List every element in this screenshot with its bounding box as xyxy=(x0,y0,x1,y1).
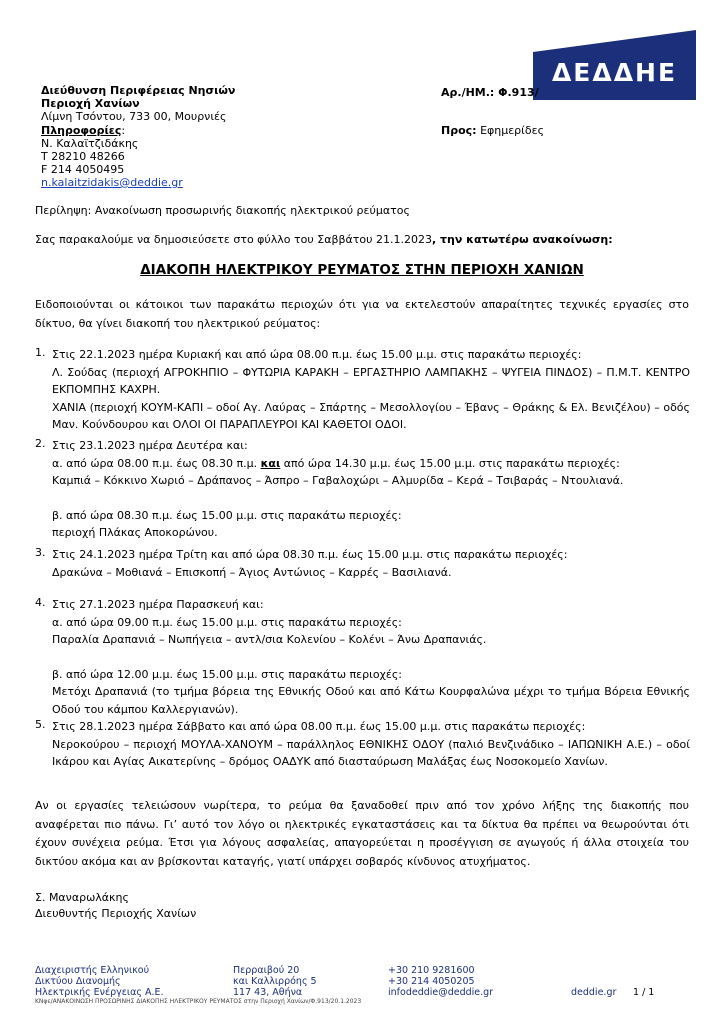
signature-name: Σ. Μαναρωλάκης xyxy=(35,891,129,904)
item-number: 5. xyxy=(35,718,46,731)
footer-company-line: Διαχειριστής Ελληνικού xyxy=(35,965,150,976)
item-2-b-areas: περιοχή Πλάκας Αποκορώνου. xyxy=(52,526,218,539)
announcement-title: ΔΙΑΚΟΠΗ ΗΛΕΚΤΡΙΚΟΥ ΡΕΥΜΑΤΟΣ ΣΤΗΝ ΠΕΡΙΟΧΗ ΧΑΝΙΩΝ xyxy=(140,262,584,278)
item-1 xyxy=(52,346,690,434)
footer-contacts xyxy=(388,965,493,998)
contact-name: Ν. Καλαϊτζιδάκης xyxy=(41,137,139,150)
item-3-heading: Στις 24.1.2023 ημέρα Τρίτη και από ώρα 08.30 π.μ. έως 15.00 μ.μ. στις παρακάτω περιοχές: xyxy=(52,548,568,561)
item-1-area-chania: ΧΑΝΙΑ (περιοχή ΚΟΥΜ-ΚΑΠΙ – οδοί Αγ. Λαύρας – Σπάρτης – Μεσολλογίου – Έβανς – Θράκης & Ελ. Βενιζέλου) – οδός Μαν. Κούνδουρου και ΟΛΟΙ ΟΙ ΠΑΡΑΠΛΕΥΡΟΙ ΚΑΙ ΚΑΘΕΤΟΙ ΟΔΟΙ. xyxy=(52,400,690,431)
sender-directorate: Διεύθυνση Περιφέρειας Νησιών xyxy=(41,84,236,97)
item-2-heading: Στις 23.1.2023 ημέρα Δευτέρα και: xyxy=(52,439,248,452)
recipient-value: Εφημερίδες xyxy=(480,124,545,137)
item-2-a-time-2: από ώρα 14.30 μ.μ. έως 15.00 μ.μ. στις παρακάτω περιοχές: xyxy=(283,456,620,470)
contact-fax: F 214 4050495 xyxy=(41,163,125,176)
item-1-area-soudas: Λ. Σούδας (περιοχή ΑΓΡΟΚΗΠΙΟ – ΦΥΤΩΡΙΑ ΚΑΡΑΚΗ – ΕΡΓΑΣΤΗΡΙΟ ΛΑΜΠΑΚΗΣ – ΨΥΓΕΙΑ ΠΙΝΔΟΣ) – Π.Μ.Τ. ΚΕΝΤΡΟ ΕΚΠΟΜΠΗΣ ΚΑΧΡΗ. xyxy=(52,365,690,396)
item-5-areas: Νεροκούρου – περιοχή ΜΟΥΛΑ-ΧΑΝΟΥΜ – παράλληλος ΕΘΝΙΚΗΣ ΟΔΟΥ (παλιό Βενζινάδικο – ΙΑΠΩΝΙΚΗ Α.Ε.) – οδοί Ικάρου και Αγίας Αικατερίνης – δρόμος ΟΑΔΥΚ από διασταύρωση Μαλάξας έως Νοσοκομείο Χανίων. xyxy=(52,737,690,768)
sender-area: Περιοχή Χανίων xyxy=(41,97,140,110)
request-text-end: , την κατωτέρω ανακοίνωση: xyxy=(431,233,613,246)
item-number: 1. xyxy=(35,346,46,359)
request-line xyxy=(35,233,613,246)
request-text: Σας παρακαλούμε να δημοσιεύσετε στο φύλλο του Σαββάτου 21.1.2023 xyxy=(35,233,432,246)
recipient xyxy=(441,124,544,137)
footer-address-line: και Καλλιρρόης 5 xyxy=(233,976,317,987)
footer-company-line: Ηλεκτρικής Ενέργειας Α.Ε. xyxy=(35,987,164,998)
reference-number: Αρ./ΗΜ.: Φ.913/ xyxy=(441,86,539,99)
item-3-areas: Δρακώνα – Μοθιανά – Επισκοπή – Άγιος Αντώνιος – Καρρές – Βασιλιανά. xyxy=(52,565,452,579)
page-number: 1 / 1 xyxy=(633,987,655,998)
contact-phone: Τ 28210 48266 xyxy=(41,150,125,163)
footer-fax: +30 214 4050205 xyxy=(388,976,475,987)
intro-paragraph: Ειδοποιούνται οι κάτοικοι των παρακάτω περιοχών ότι για να εκτελεστούν απαραίτητες τεχνικές εργασίες στο δίκτυο, θα γίνει διακοπή του ηλεκτρικού ρεύματος: xyxy=(35,298,689,330)
contact-email-link[interactable]: n.kalaitzidakis@deddie.gr xyxy=(41,176,183,189)
item-5 xyxy=(52,718,690,771)
footer-phone: +30 210 9281600 xyxy=(388,965,475,976)
footer-company-line: Δικτύου Διανομής xyxy=(35,976,121,987)
footer-address-line: 117 43, Αθήνα xyxy=(233,987,303,998)
item-number: 3. xyxy=(35,546,46,559)
item-2-b-heading: β. από ώρα 08.30 π.μ. έως 15.00 μ.μ. στις παρακάτω περιοχές: xyxy=(52,508,402,522)
item-2 xyxy=(52,437,690,542)
recipient-label: Προς: xyxy=(441,124,477,137)
info-colon: : xyxy=(121,124,126,137)
footer-address xyxy=(233,965,317,998)
deddie-logo xyxy=(533,30,696,100)
closing-paragraph: Αν οι εργασίες τελειώσουν νωρίτερα, το ρεύμα θα ξαναδοθεί πριν από τον χρόνο λήξης της διακοπής που αναφέρεται πιο πάνω. Γι’ αυτό τον λόγο οι ηλεκτρικές εγκαταστάσεις και τα δίκτυα θα πρέπει να θεωρούνται ότι έχουν συνέχεια ρεύμα. Έτσι για λόγους ασφαλείας, απαγορεύεται η προσέγγιση σε αγωγούς ή άλλα στοιχεία του δικτύου ακόμα και αν βρίσκονται καταγής, γιατί υπάρχει σοβαρός κίνδυνος ατυχήματος. xyxy=(35,799,689,868)
sender-address: Λίμνη Τσόντου, 733 00, Μουρνιές xyxy=(41,110,227,123)
file-path: ΚΝφε/ΑΝΑΚΟΙΝΩΣΗ ΠΡΟΣΩΡΙΝΗΣ ΔΙΑΚΟΠΗΣ ΗΛΕΚΤΡΙΚΟΥ ΡΕΥΜΑΤΟΣ στην Περιοχή Χανίων/Φ.913/20.1.2023 xyxy=(35,998,362,1005)
footer-company xyxy=(35,965,164,998)
item-2-a-and: και xyxy=(260,456,281,470)
item-4-b-areas: Μετόχι Δραπανιά (το τμήμα βόρεια της Εθνικής Οδού και από Κάτω Κουρφαλώνα μέχρι το τμήμα Βόρεια Εθνικής Οδού του κάμπου Καλλεργιανών). xyxy=(52,685,690,716)
item-2-a-time: α. από ώρα 08.00 π.μ. έως 08.30 π.μ. xyxy=(52,456,258,470)
info-label: Πληροφορίες xyxy=(41,124,122,137)
info-heading xyxy=(41,124,125,137)
item-number: 4. xyxy=(35,596,46,609)
footer-site-link[interactable]: deddie.gr xyxy=(571,987,617,998)
item-4 xyxy=(52,596,690,718)
logo-text: ΔΕΔΔΗΕ xyxy=(551,58,678,87)
item-4-a-areas: Παραλία Δραπανιά – Νωπήγεια – αντλ/σια Κολενίου – Κολένι – Άνω Δραπανιάς. xyxy=(52,633,487,646)
item-2-a-areas: Καμπιά – Κόκκινο Χωριό – Δράπανος – Άσπρο – Γαβαλοχώρι – Αλμυρίδα – Κερά – Τσιβαράς – Ντουλιανά. xyxy=(52,474,624,487)
item-number: 2. xyxy=(35,437,46,450)
footer-email-link[interactable]: infodeddie@deddie.gr xyxy=(388,987,494,998)
item-1-heading: Στις 22.1.2023 ημέρα Κυριακή και από ώρα 08.00 π.μ. έως 15.00 μ.μ. στις παρακάτω περιοχές: xyxy=(52,348,582,361)
item-5-heading: Στις 28.1.2023 ημέρα Σάββατο και από ώρα 08.00 π.μ. έως 15.00 μ.μ. στις παρακάτω περιοχές: xyxy=(52,720,586,733)
signature-role: Διευθυντής Περιοχής Χανίων xyxy=(35,907,197,920)
item-4-a-heading: α. από ώρα 09.00 π.μ. έως 15.00 μ.μ. στις παρακάτω περιοχές: xyxy=(52,615,402,629)
item-4-b-heading: β. από ώρα 12.00 μ.μ. έως 15.00 μ.μ. στις παρακάτω περιοχές: xyxy=(52,667,403,681)
item-2-a-heading xyxy=(52,455,690,473)
item-3 xyxy=(52,546,690,581)
summary: Περίληψη: Ανακοίνωση προσωρινής διακοπής ηλεκτρικού ρεύματος xyxy=(35,204,410,217)
footer-address-line: Περραιβού 20 xyxy=(233,965,300,976)
item-4-heading: Στις 27.1.2023 ημέρα Παρασκευή και: xyxy=(52,598,264,611)
